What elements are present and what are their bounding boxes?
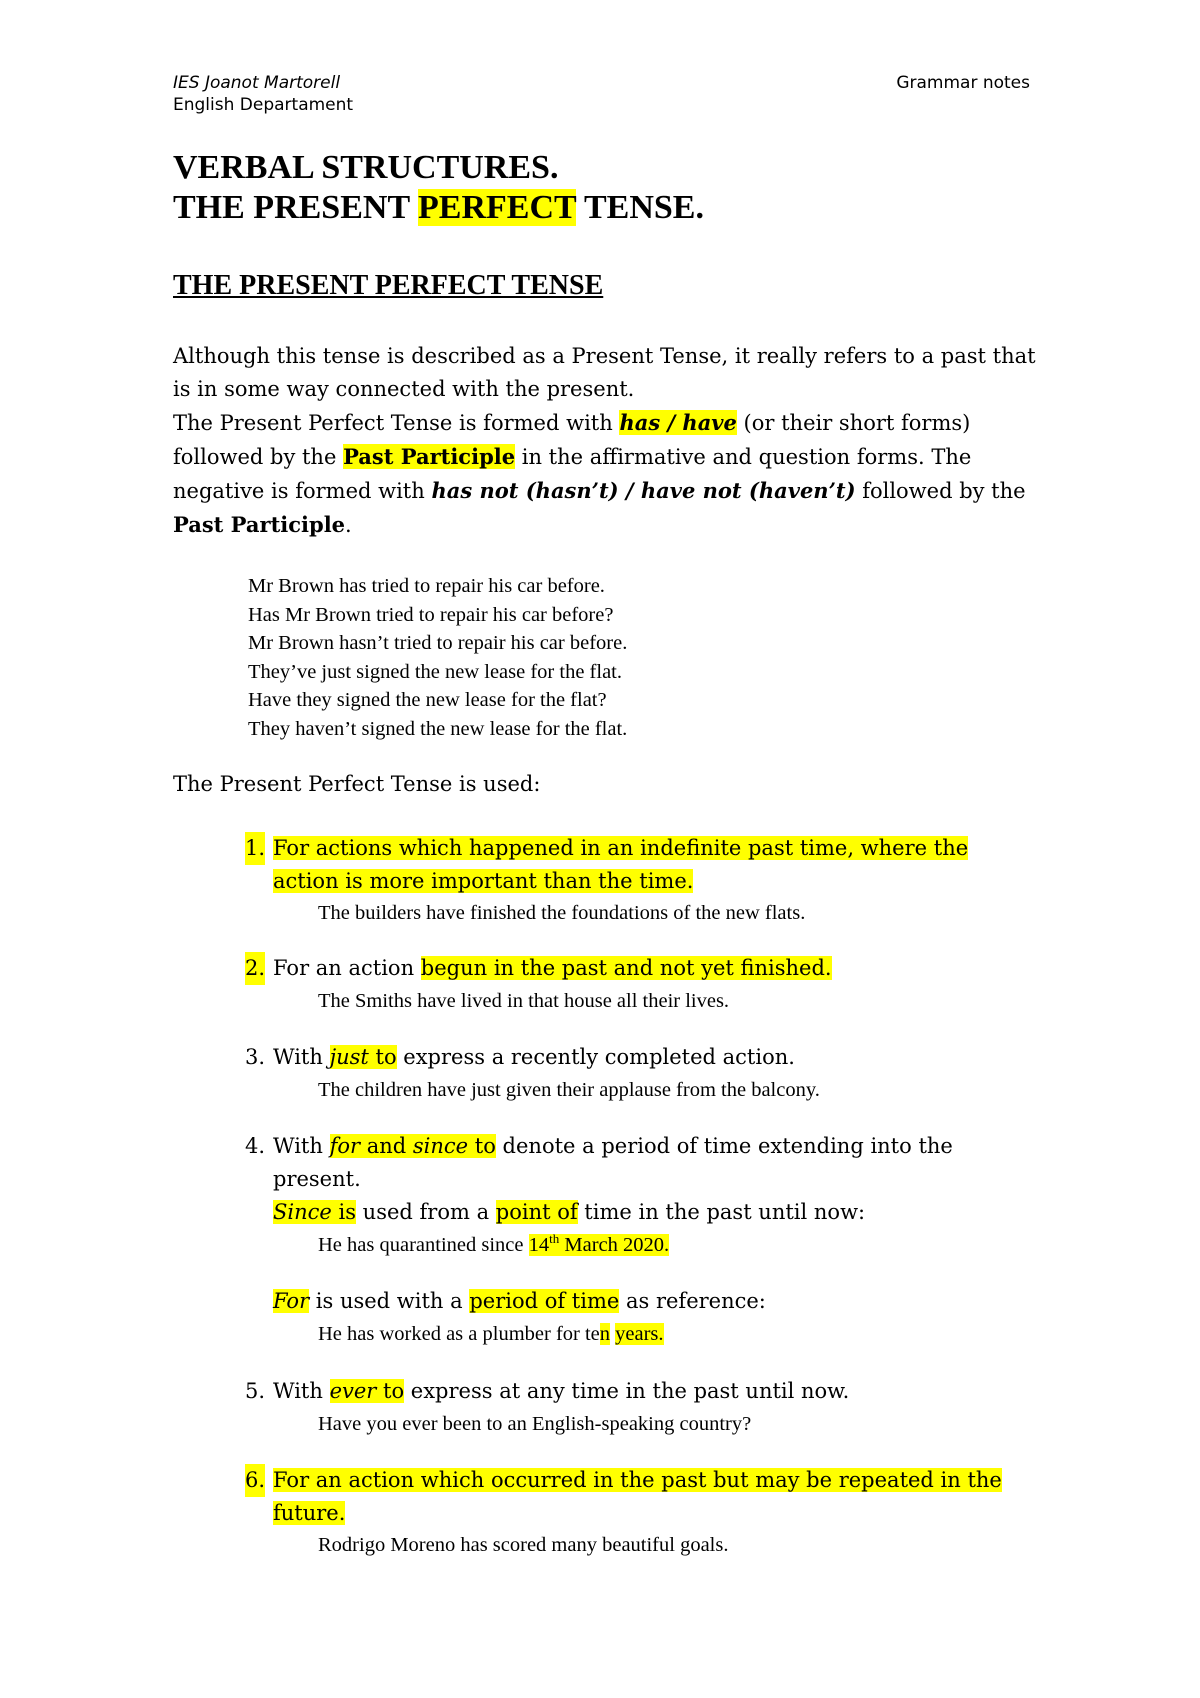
title-line-2-pre: THE PRESENT [173,189,419,226]
keyword-negative-forms: has not (hasn’t) / have not (haven’t) [431,478,856,503]
usage-number: 4. [245,1134,266,1158]
intro-text: followed by the [855,479,1026,503]
usage-example: The Smiths have lived in that house all their lives. [318,990,730,1012]
usage-text-highlight: period of time [469,1289,620,1313]
department-name: English Departament [173,95,354,115]
usage-example [318,1321,664,1347]
intro-text: The Present Perfect Tense is formed with [173,411,620,435]
usage-example: The builders have finished the foundations of the new flats. [318,902,806,924]
intro-sentence-1: Although this tense is described as a Present Tense, it really refers to a past that is in some way connected with the present. [173,344,1036,401]
usage-text-plain: denote a period of time extending into the present. [273,1134,953,1191]
usage-text-plain: time in the past until now: [577,1200,866,1224]
usage-text-plain: express a recently completed action. [396,1045,795,1069]
example-list [248,572,627,743]
usage-number: 5. [245,1379,266,1403]
usage-text [273,1130,1033,1196]
example-text: He has worked as a plumber for te [318,1323,600,1345]
usage-text-plain: express at any time in the past until now. [404,1379,850,1403]
usage-text-plain: is used with a [309,1289,470,1313]
for-rule-text [273,1285,1033,1318]
since-rule-text [273,1196,1033,1229]
usage-text-plain: used from a [356,1200,496,1224]
usage-number: 1. [245,832,265,865]
example-highlight: n [599,1323,611,1345]
usage-heading: The Present Perfect Tense is used: [173,772,541,796]
example-date-day: 14 [528,1234,550,1256]
example-sentence: Mr Brown hasn’t tried to repair his car before. [248,632,628,654]
keyword-since-rule: Since [273,1200,332,1224]
keyword-for: for [329,1134,361,1158]
usage-example: Rodrigo Moreno has scored many beautiful goals. [318,1534,729,1556]
keyword-just: just [329,1045,369,1069]
title-line-1: VERBAL STRUCTURES. [173,149,559,186]
usage-text [273,1464,1033,1530]
keyword-past-participle-2: Past Participle [173,512,346,537]
page-header-left [173,72,353,116]
usage-number: 6. [245,1464,265,1497]
usage-example [318,1232,669,1258]
usage-text-highlight: to [376,1379,405,1403]
intro-text: in the affirmative and question forms. The negative is formed with [173,445,972,503]
keyword-ever: ever [329,1379,377,1403]
intro-paragraph [173,340,1043,542]
example-sentence: Mr Brown has tried to repair his car before. [248,575,605,597]
keyword-has-have: has / have [619,410,737,435]
keyword-since: since [412,1134,469,1158]
usage-example: Have you ever been to an English-speaking country? [318,1413,752,1435]
title-line-2-post: TENSE. [576,189,704,226]
example-date-suffix: th [549,1231,560,1247]
intro-text: (or their short forms) followed by the [173,411,971,469]
usage-example: The children have just given their applause from the balcony. [318,1079,820,1101]
usage-number: 3. [245,1045,266,1069]
example-sentence: They haven’t signed the new lease for the flat. [248,717,628,740]
page-title [173,148,704,228]
keyword-past-participle: Past Participle [343,444,516,469]
intro-text: . [345,513,352,537]
usage-text [273,1041,1033,1074]
section-heading: THE PRESENT PERFECT TENSE [173,270,604,301]
usage-text-plain: With [273,1379,330,1403]
usage-text-highlight: to [368,1045,397,1069]
usage-text [273,832,1033,898]
usage-text-plain: With [273,1134,330,1158]
usage-text-highlight: point of [495,1200,578,1224]
usage-text-highlight: to [468,1134,496,1158]
usage-text [273,1375,1033,1408]
usage-number: 2. [245,952,265,985]
usage-text-highlight: For an action which occurred in the past but may be repeated in the future. [273,1468,1002,1525]
keyword-for-rule: For [273,1289,310,1313]
example-date-rest: March 2020. [559,1234,670,1256]
usage-text-highlight: begun in the past and not yet finished. [420,956,832,980]
example-sentence: Has Mr Brown tried to repair his car before? [248,603,614,626]
usage-text-plain: With [273,1045,330,1069]
document-type: Grammar notes [896,73,1030,93]
example-sentence: Have they signed the new lease for the flat? [248,689,607,711]
usage-text-highlight: is [331,1200,356,1224]
usage-text-highlight: For actions which happened in an indefinite past time, where the action is more important than the time. [273,836,969,893]
usage-text-plain: as reference: [619,1289,766,1313]
example-text: He has quarantined since [318,1234,529,1256]
title-highlight: PERFECT [418,189,577,226]
usage-text [273,952,1033,985]
example-sentence: They’ve just signed the new lease for the flat. [248,660,622,683]
school-name: IES Joanot Martorell [173,73,341,93]
usage-text-highlight: and [360,1134,413,1158]
example-highlight: years. [615,1323,664,1345]
usage-text-plain: For an action [273,956,421,980]
